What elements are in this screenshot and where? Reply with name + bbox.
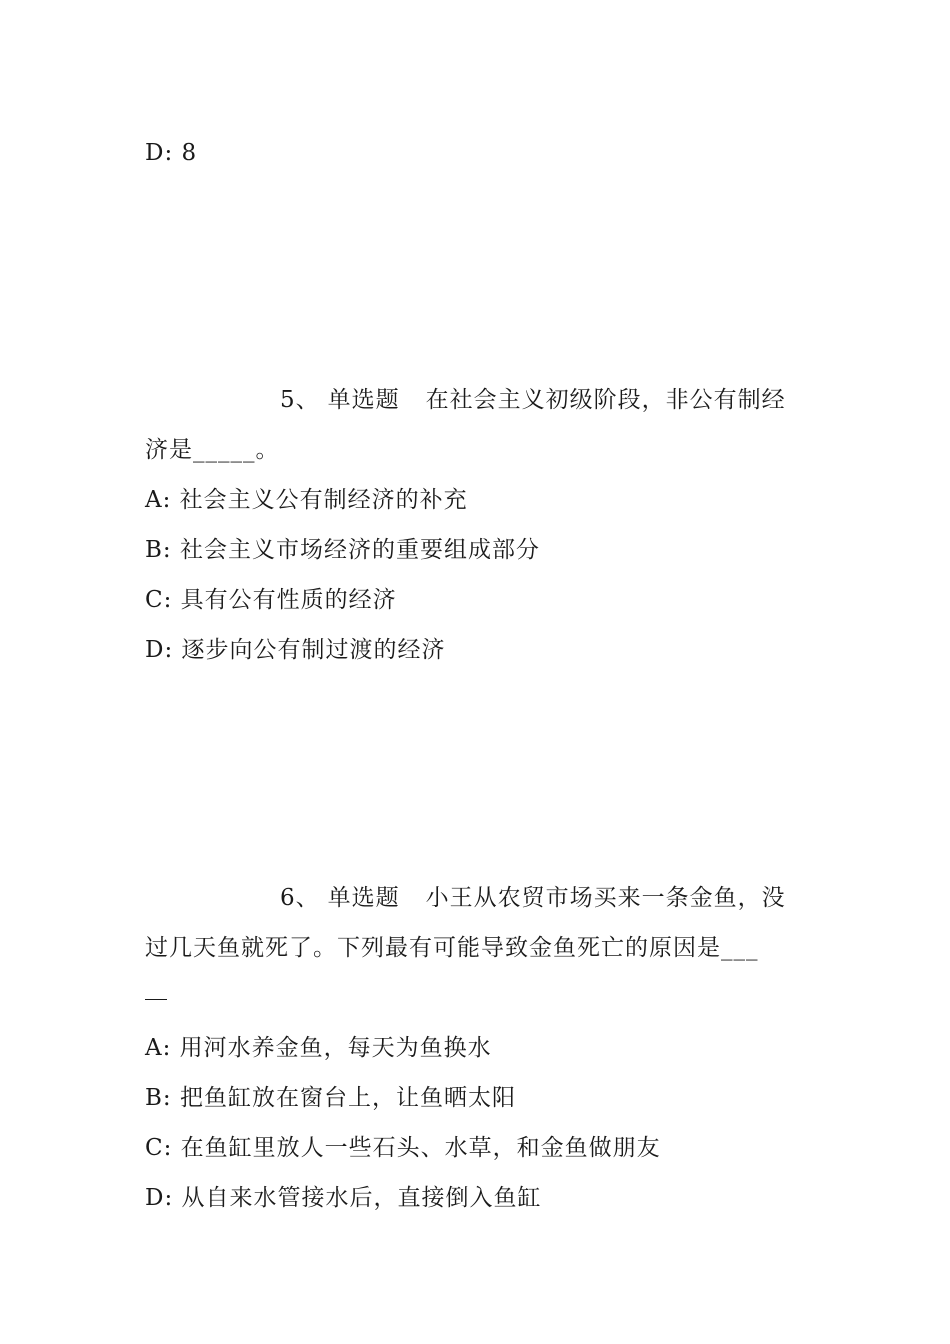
question-text: 在社会主义初级阶段，非公有制经 xyxy=(425,387,786,413)
option-text: 用河水养金鱼，每天为鱼换水 xyxy=(179,1035,492,1061)
option-text: 从自来水管接水后，直接倒入鱼缸 xyxy=(181,1185,542,1211)
question-text: 过几天鱼就死了。下列最有可能导致金鱼死亡的原因是___ xyxy=(145,935,759,961)
prev-option-d xyxy=(145,138,197,168)
q5-option-a xyxy=(145,485,468,515)
q5-option-b xyxy=(145,535,540,565)
option-text: 在鱼缸里放人一些石头、水草，和金鱼做朋友 xyxy=(180,1135,661,1161)
option-key: D: xyxy=(145,1185,174,1211)
option-text: 逐步向公有制过渡的经济 xyxy=(181,637,446,663)
option-text: 8 xyxy=(181,140,198,166)
q5-option-c xyxy=(145,585,397,615)
option-text: 具有公有性质的经济 xyxy=(180,587,397,613)
question-text: 济是_____。 xyxy=(145,437,280,463)
option-key: A: xyxy=(145,1035,172,1061)
question-type: 单选题 xyxy=(327,387,400,413)
question-number: 5、 xyxy=(280,387,320,413)
option-key: C: xyxy=(145,587,173,613)
option-key: C: xyxy=(145,1135,173,1161)
q5-stem-line1 xyxy=(280,385,786,415)
option-key: B: xyxy=(145,537,172,563)
q6-option-a xyxy=(145,1033,492,1063)
question-text: 小王从农贸市场买来一条金鱼，没 xyxy=(425,885,786,911)
option-key: A: xyxy=(145,487,172,513)
option-text: 社会主义市场经济的重要组成部分 xyxy=(179,537,540,563)
option-key: B: xyxy=(145,1085,172,1111)
q6-option-d xyxy=(145,1183,542,1213)
q6-option-c xyxy=(145,1133,661,1163)
question-type: 单选题 xyxy=(327,885,400,911)
answer-blank-line xyxy=(145,999,167,1000)
question-number: 6、 xyxy=(280,885,320,911)
q6-option-b xyxy=(145,1083,516,1113)
option-text: 社会主义公有制经济的补充 xyxy=(179,487,468,513)
q6-stem-blank-continuation xyxy=(145,983,167,1013)
q6-stem-line2 xyxy=(145,933,759,963)
option-text: 把鱼缸放在窗台上，让鱼晒太阳 xyxy=(179,1085,516,1111)
q6-stem-line1 xyxy=(280,883,786,913)
option-key: D: xyxy=(145,637,174,663)
option-key: D: xyxy=(145,140,174,166)
q5-stem-line2 xyxy=(145,435,280,465)
q5-option-d xyxy=(145,635,446,665)
